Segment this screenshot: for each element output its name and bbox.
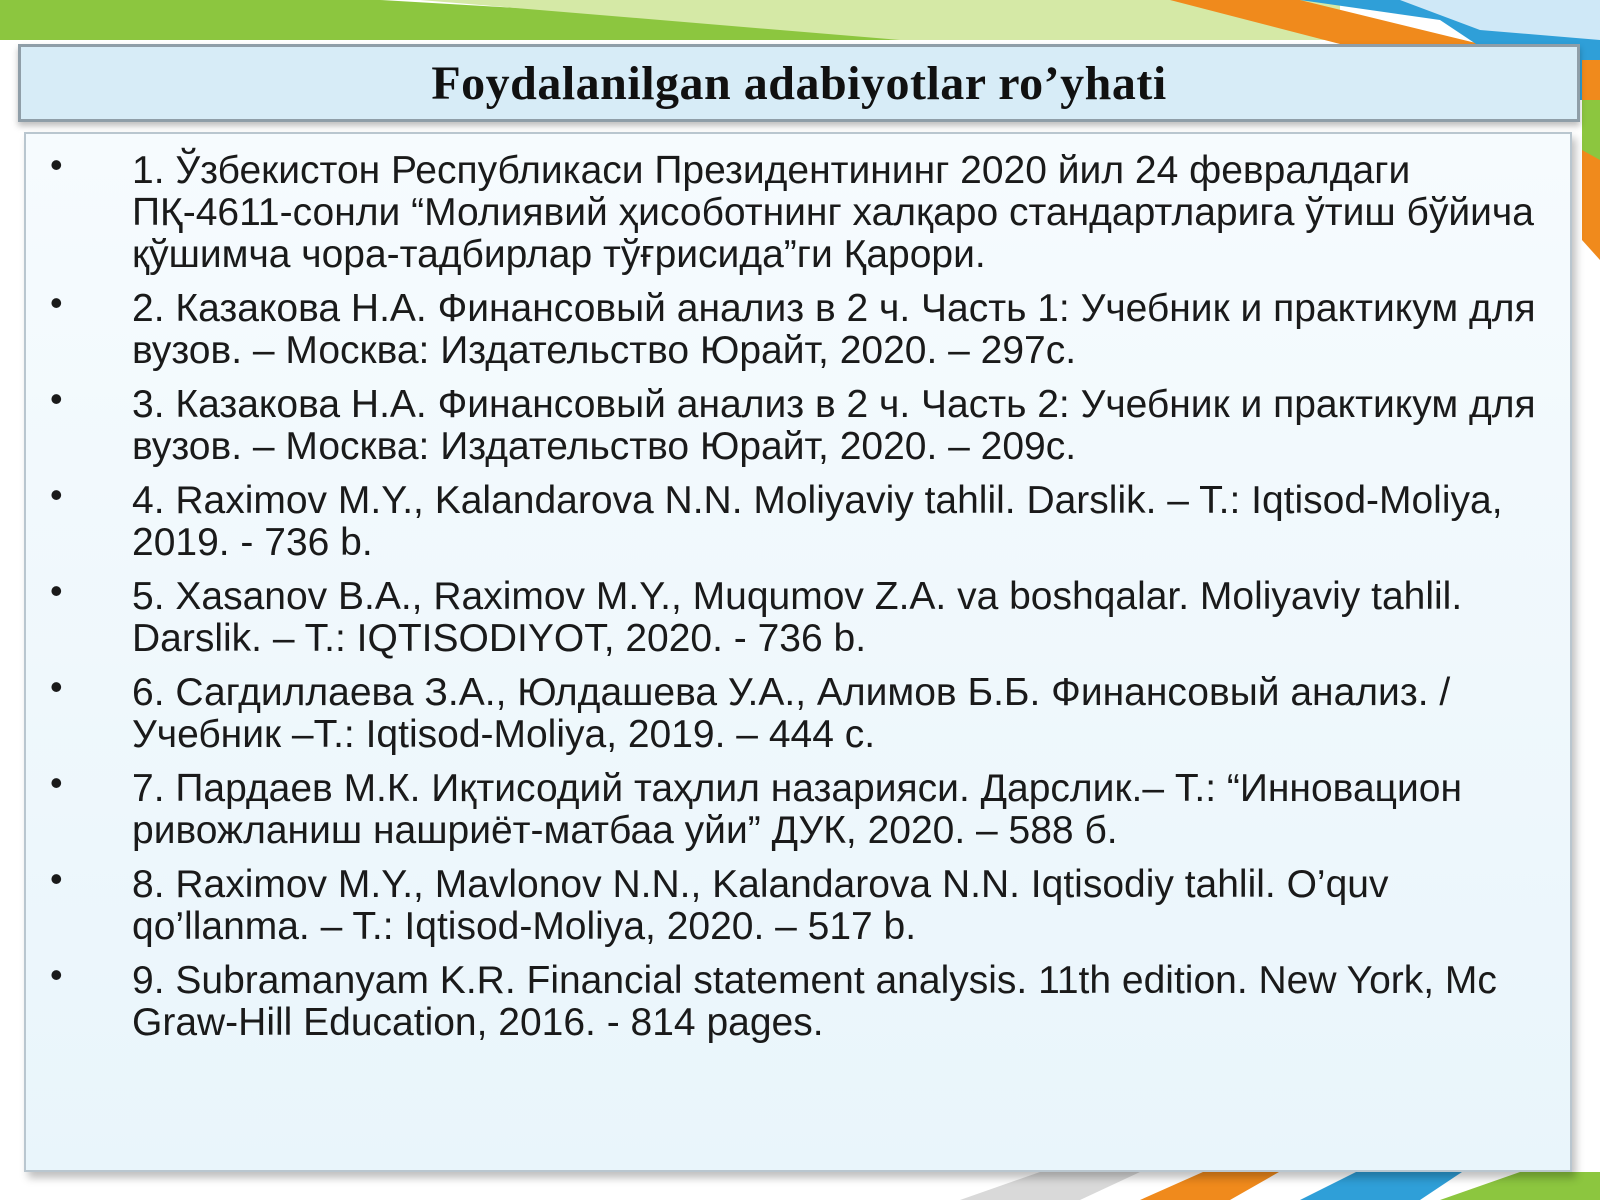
slide-title: Foydalanilgan adabiyotlar ro’yhati (431, 56, 1167, 110)
decor-gray-stripe-bottom (960, 1172, 1140, 1200)
reference-text: 5. Xasanov B.A., Raximov M.Y., Muqumov Z.A. va boshqalar. Moliyaviy tahlil. Darslik. – T.: IQTISODIYOT, 2020. - 736 b. (132, 575, 1463, 660)
reference-text: 3. Казакова Н.А. Финансовый анализ в 2 ч. Часть 2: Учебник и практикум для вузов. – Москва: Издательство Юрайт, 2020. – 209с. (132, 383, 1536, 468)
decor-green-stripe-bottom (1440, 1172, 1600, 1200)
bullet-icon: • (50, 858, 63, 899)
reference-item-9 (48, 954, 1558, 1044)
reference-item-4 (48, 474, 1558, 564)
reference-item-3 (48, 378, 1558, 468)
reference-item-2 (48, 282, 1558, 372)
bullet-icon: • (50, 666, 63, 707)
reference-item-6 (48, 666, 1558, 756)
reference-item-1 (48, 144, 1558, 276)
references-box (24, 132, 1572, 1172)
reference-text: 2. Казакова Н.А. Финансовый анализ в 2 ч. Часть 1: Учебник и практикум для вузов. – Москва: Издательство Юрайт, 2020. – 297с. (132, 287, 1536, 372)
reference-item-7 (48, 762, 1558, 852)
reference-text: 7. Пардаев М.К. Иқтисодий таҳлил назарияси. Дарслик.– Т.: “Инновацион ривожланиш нашриёт-матбаа уйи” ДУК, 2020. – 588 б. (132, 767, 1462, 852)
reference-text: 8. Raximov M.Y., Mavlonov N.N., Kalandarova N.N. Iqtisodiy tahlil. O’quv qo’llanma. – T.: Iqtisod-Moliya, 2020. – 517 b. (132, 863, 1389, 948)
references-list (48, 144, 1558, 1056)
decor-orange-stripe-right (1582, 60, 1600, 260)
reference-item-5 (48, 570, 1558, 660)
title-bar (18, 44, 1580, 122)
reference-text: 4. Raximov M.Y., Kalandarova N.N. Moliyaviy tahlil. Darslik. – T.: Iqtisod-Moliya, 2019. - 736 b. (132, 479, 1503, 564)
reference-text: 9. Subramanyam K.R. Financial statement analysis. 11th edition. New York, Mc Graw-Hill Education, 2016. - 814 pages. (132, 959, 1497, 1044)
bullet-icon: • (50, 378, 63, 419)
bullet-icon: • (50, 474, 63, 515)
bullet-icon: • (50, 954, 63, 995)
decor-green-stripe-right (1582, 100, 1600, 160)
reference-item-8 (48, 858, 1558, 948)
bullet-icon: • (50, 144, 63, 185)
reference-text: 1. Ўзбекистон Республикаси Президентининг 2020 йил 24 февралдаги ПҚ-4611-сонли “Молиявий ҳисоботнинг халқаро стандартларига ўтиш бўйича қўшимча чора-тадбирлар тўғрисида”ги Қарори. (132, 149, 1534, 276)
reference-text: 6. Сагдиллаева З.А., Юлдашева У.А., Алимов Б.Б. Финансовый анализ. / Учебник –Т.: Iqtisod-Moliya, 2019. – 444 с. (132, 671, 1451, 756)
bullet-icon: • (50, 762, 63, 803)
bullet-icon: • (50, 570, 63, 611)
bullet-icon: • (50, 282, 63, 323)
